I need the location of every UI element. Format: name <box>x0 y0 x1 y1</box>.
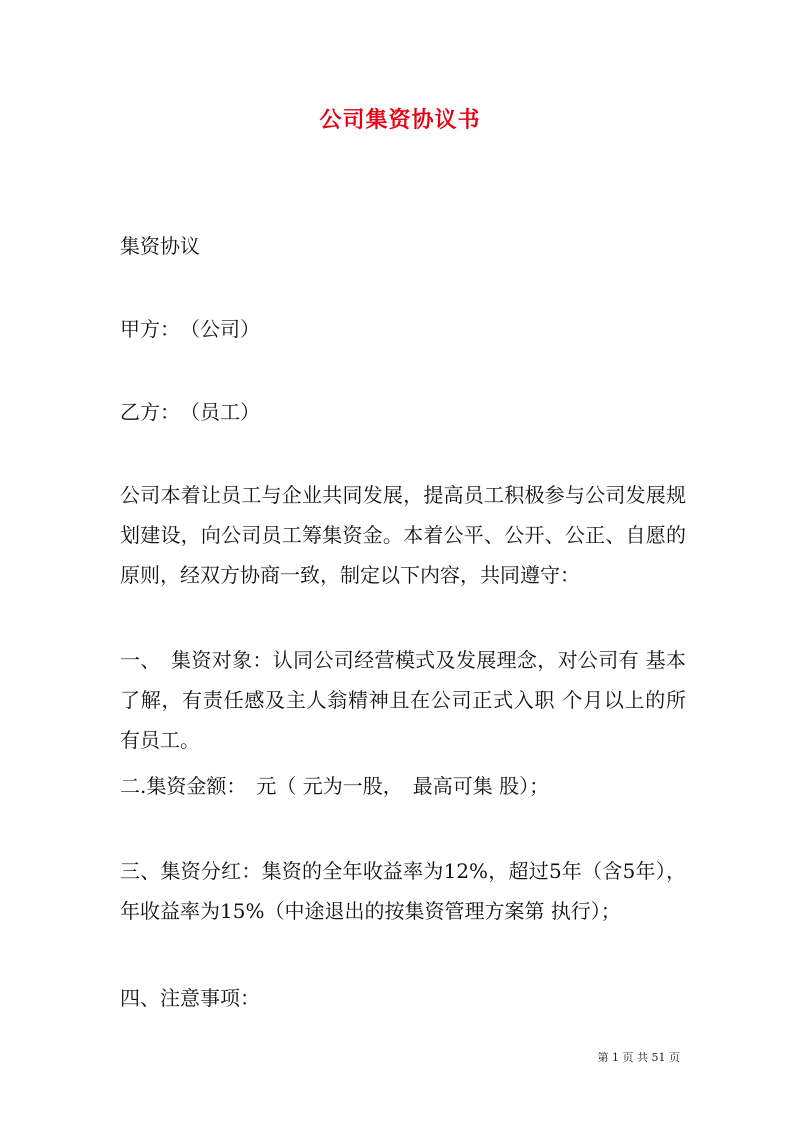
clause-3-paragraph: 三、集资分红：集资的全年收益率为12%，超过5年（含5年），年收益率为15%（中途退出的按集资管理方案第 执行）； <box>120 859 686 923</box>
document-title: 公司集资协议书 <box>319 107 481 133</box>
clause-1-paragraph: 一、 集资对象：认同公司经营模式及发展理念，对公司有 基本了解，有责任感及主人翁精神且在公司正式入职 个月以上的所有员工。 <box>120 648 686 752</box>
intro-paragraph: 公司本着让员工与企业共同发展，提高员工积极参与公司发展规划建设，向公司员工筹集资金。本着公平、公开、公正、自愿的原则，经双方协商一致，制定以下内容，共同遵守： <box>120 483 686 587</box>
clause-4-paragraph: 四、注意事项： <box>120 986 260 1010</box>
page-number-footer: 第 1 页 共 51 页 <box>597 1051 680 1064</box>
party-b-line: 乙方： （员工） <box>120 400 260 424</box>
agreement-heading: 集资协议 <box>120 234 200 258</box>
clause-2-paragraph: 二.集资金额： 元（ 元为一股， 最高可集 股）； <box>120 774 550 798</box>
party-a-line: 甲方： （公司） <box>120 317 260 341</box>
